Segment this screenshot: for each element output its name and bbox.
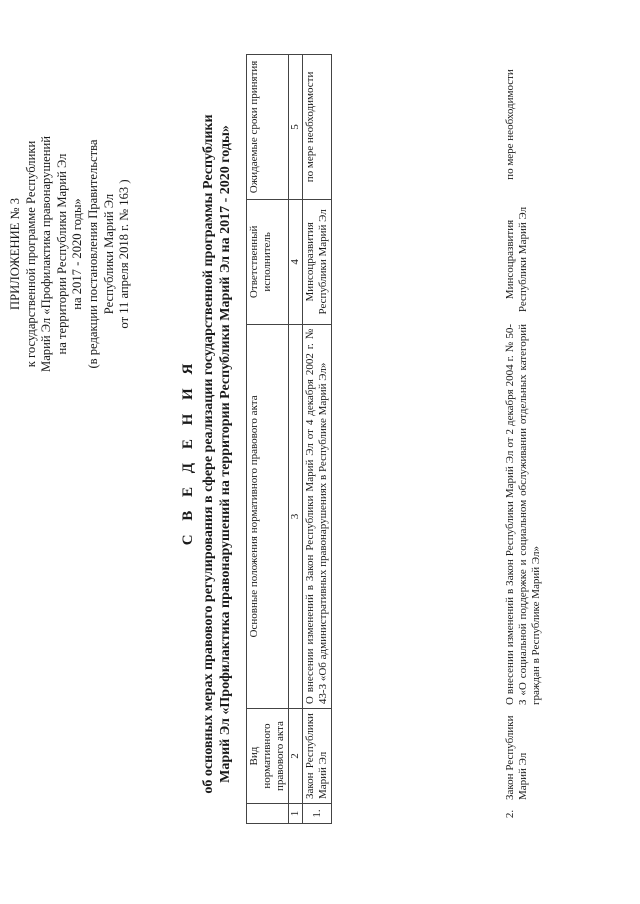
appendix-line: Республики Марий Эл xyxy=(101,193,116,315)
header-cell-number xyxy=(247,804,289,824)
column-number: 3 xyxy=(289,324,303,708)
act-kind: Закон Республики Марий Эл xyxy=(504,715,529,800)
header-cell-term: Ожидаемые сроки принятия xyxy=(247,55,289,200)
table-continuation xyxy=(504,54,564,824)
appendix-line: на территории Республики Марий Эл xyxy=(54,153,69,355)
column-number: 5 xyxy=(289,55,303,200)
act-term: по мере необходимости xyxy=(303,55,332,200)
act-executor: Минсоцразвития Республики Марий Эл xyxy=(303,199,332,324)
appendix-line: (в редакции постановления Правительства xyxy=(85,139,100,369)
table-header-row xyxy=(247,55,289,824)
act-term: по мере необходимости xyxy=(504,69,516,180)
header-cell-executor: Ответственный исполнитель xyxy=(247,199,289,324)
column-number: 1 xyxy=(289,804,303,824)
act-content: О внесении изменений в Закон Республики Марий Эл от 2 декабря 2004 г. № 50-З «О социальной поддержке и социальном обслуживании отдельных категорий граждан в Республике Марий Эл» xyxy=(504,324,542,705)
subtitle-line: об основных мерах правового регулирования в сфере реализации государственной программы Республики xyxy=(201,114,216,794)
measures-table xyxy=(246,54,332,824)
document-subtitle xyxy=(200,104,234,804)
header-cell-kind: Вид нормативного правового акта xyxy=(247,709,289,804)
table-row xyxy=(303,55,332,824)
appendix-line: от 11 апреля 2018 г. № 163 ) xyxy=(117,179,132,329)
appendix-block xyxy=(8,104,133,404)
column-number: 4 xyxy=(289,199,303,324)
act-content: О внесении изменений в Закон Республики Марий Эл от 4 декабря 2002 г. № 43-З «Об административных правонарушениях в Республике Марий Эл» xyxy=(303,324,332,708)
appendix-line: ПРИЛОЖЕНИЕ № 3 xyxy=(8,198,22,310)
column-number: 2 xyxy=(289,709,303,804)
act-kind: Закон Республики Марий Эл xyxy=(303,709,332,804)
header-cell-content: Основные положения нормативного правового акта xyxy=(247,324,289,708)
table-row xyxy=(504,54,564,824)
act-executor: Минсоцразвития Республики Марий Эл xyxy=(504,206,529,313)
column-number-row xyxy=(289,55,303,824)
appendix-line: к государственной программе Республики xyxy=(23,140,38,368)
subtitle-line: Марий Эл «Профилактика правонарушений на территории Республики Марий Эл на 2017 - 2020 годы» xyxy=(218,125,233,783)
row-number: 2. xyxy=(504,809,516,819)
document-heading: С В Е Д Е Н И Я xyxy=(180,358,196,546)
appendix-line: Марий Эл «Профилактика правонарушений xyxy=(39,136,54,372)
row-number: 1. xyxy=(303,804,332,824)
appendix-line: на 2017 - 2020 годы» xyxy=(70,198,85,310)
